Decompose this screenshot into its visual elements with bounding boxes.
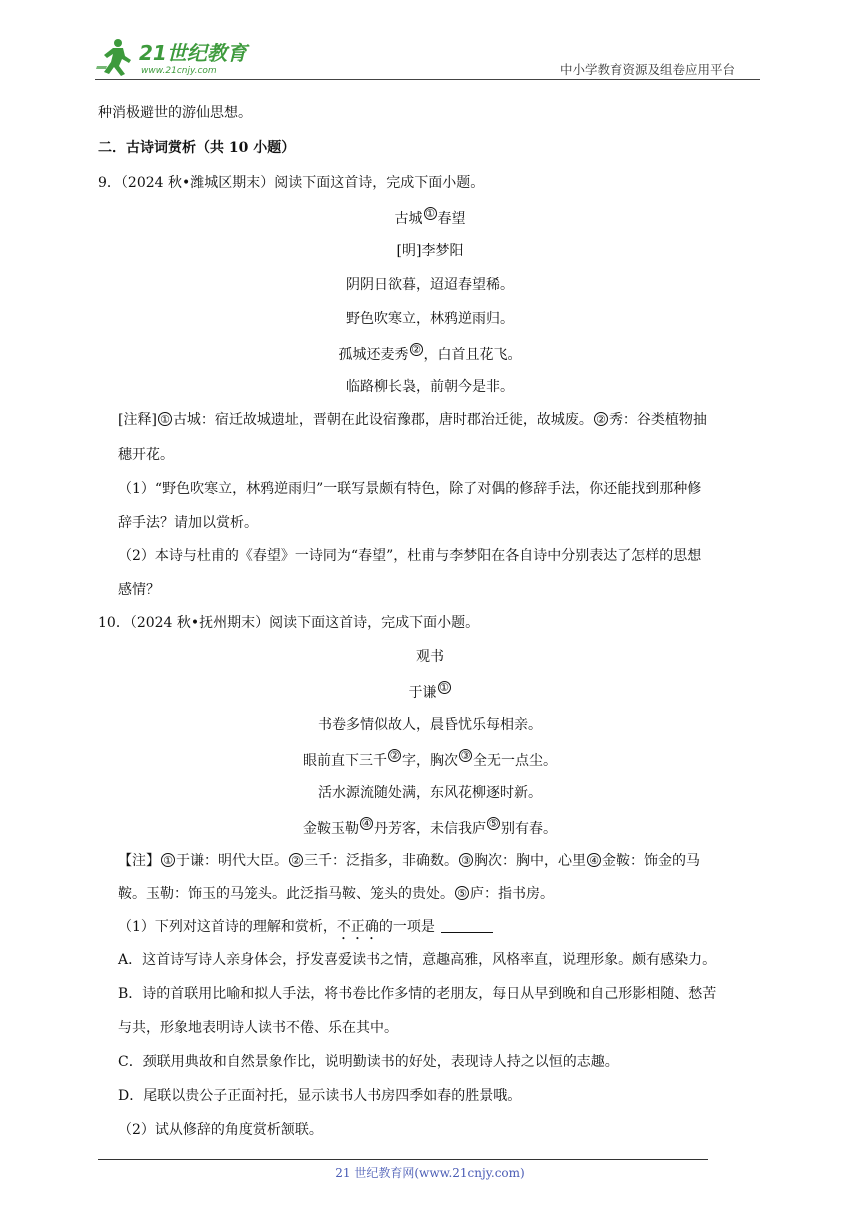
q9-poem-line: 阴阴日欲暮，迢迢春望稀。 (346, 277, 514, 293)
logo-text: 21世纪教育 (139, 41, 247, 65)
q10-option-c: C．颈联用典故和自然景象作比，说明勤读书的好处，表现诗人持之以恒的志趣。 (118, 1054, 619, 1070)
q10-notes-cont: 鞍。玉勒：饰玉的马笼头。此泛指马鞍、笼头的贵处。 ⑤ 庐：指书房。 (118, 886, 554, 902)
site-logo (95, 36, 260, 78)
section-title: 二．古诗词赏析（共 10 小题） (98, 140, 296, 156)
q10-sub1: （1）下列对这首诗的理解和赏析，不正确的一项是 (118, 917, 493, 943)
q10-poem-line: 眼前直下三千 ② 字，胸次 ③ 全无一点尘。 (303, 749, 557, 769)
q10-notes: 【注】 ① 于谦：明代大臣。 ② 三千：泛指多，非确数。 ③ 胸次：胸中，心里 ④ 金鞍：饰金的马 (118, 853, 700, 869)
q9-poem-line: 野色吹寒立，林鸦逆雨归。 (346, 311, 514, 327)
footer-divider (98, 1159, 708, 1160)
q9-sub1-cont: 辞手法？请加以赏析。 (118, 515, 258, 531)
q10-option-d: D．尾联以贵公子正面衬托，显示读书人书房四季如春的胜景哦。 (118, 1088, 522, 1104)
q9-sub1: （1）“野色吹寒立，林鸦逆雨归”一联写景颇有特色，除了对偶的修辞手法，你还能找到那种修 (118, 481, 702, 497)
q10-option-b: B．诗的首联用比喻和拟人手法，将书卷比作多情的老朋友，每日从早到晚和自己形影相随、愁苦 (118, 986, 717, 1002)
q9-poem-title: 古城 ① 春望 (394, 207, 466, 227)
q10-poem-title: 观书 (416, 649, 444, 665)
answer-blank[interactable] (441, 918, 493, 933)
q10-poem-line: 活水源流随处满，东风花柳逐时新。 (318, 785, 542, 801)
q9-notes-cont: 穗开花。 (118, 447, 174, 463)
q9-notes: [注释] ① 古城：宿迁故城遗址，晋朝在此设宿豫郡，唐时郡治迁徙，故城废。 ② 秀：谷类植物抽 (118, 412, 707, 428)
q9-intro: 9．（2024 秋•潍城区期末）阅读下面这首诗，完成下面小题。 (98, 175, 485, 191)
footer-text: 21 世纪教育网(www.21cnjy.com) (335, 1166, 525, 1180)
q10-sub2: （2）试从修辞的角度赏析颔联。 (118, 1122, 323, 1138)
q10-poem-line: 书卷多情似故人，晨昏忧乐每相亲。 (318, 717, 542, 733)
q9-poem-author: [明]李梦阳 (396, 243, 464, 259)
continued-text: 种消极避世的游仙思想。 (98, 105, 252, 121)
logo-url: www.21cnjy.com (141, 66, 217, 76)
header-platform-text: 中小学教育资源及组卷应用平台 (560, 62, 736, 77)
q9-poem-line: 孤城还麦秀 ② ，白首且花飞。 (338, 343, 522, 363)
q10-option-b-cont: 与共，形象地表明诗人读书不倦、乐在其中。 (118, 1020, 398, 1036)
q10-poem-line: 金鞍玉勒 ④ 丹芳客，未信我庐 ⑤ 别有春。 (303, 817, 557, 837)
header-divider (95, 79, 760, 80)
q9-poem-line: 临路柳长袅，前朝今是非。 (346, 379, 514, 395)
q9-sub2: （2）本诗与杜甫的《春望》一诗同为“春望”，杜甫与李梦阳在各自诗中分别表达了怎样的思想 (118, 548, 702, 564)
q9-sub2-cont: 感情？ (118, 582, 160, 598)
runner-logo-icon (96, 39, 131, 76)
q10-poem-author: 于谦 ① (408, 681, 449, 701)
q10-intro: 10．（2024 秋•抚州期末）阅读下面这首诗，完成下面小题。 (98, 615, 480, 631)
q10-option-a: A．这首诗写诗人亲身体会，抒发喜爱读书之情，意趣高雅，风格率直，说理形象。颇有感染力。 (118, 952, 717, 968)
